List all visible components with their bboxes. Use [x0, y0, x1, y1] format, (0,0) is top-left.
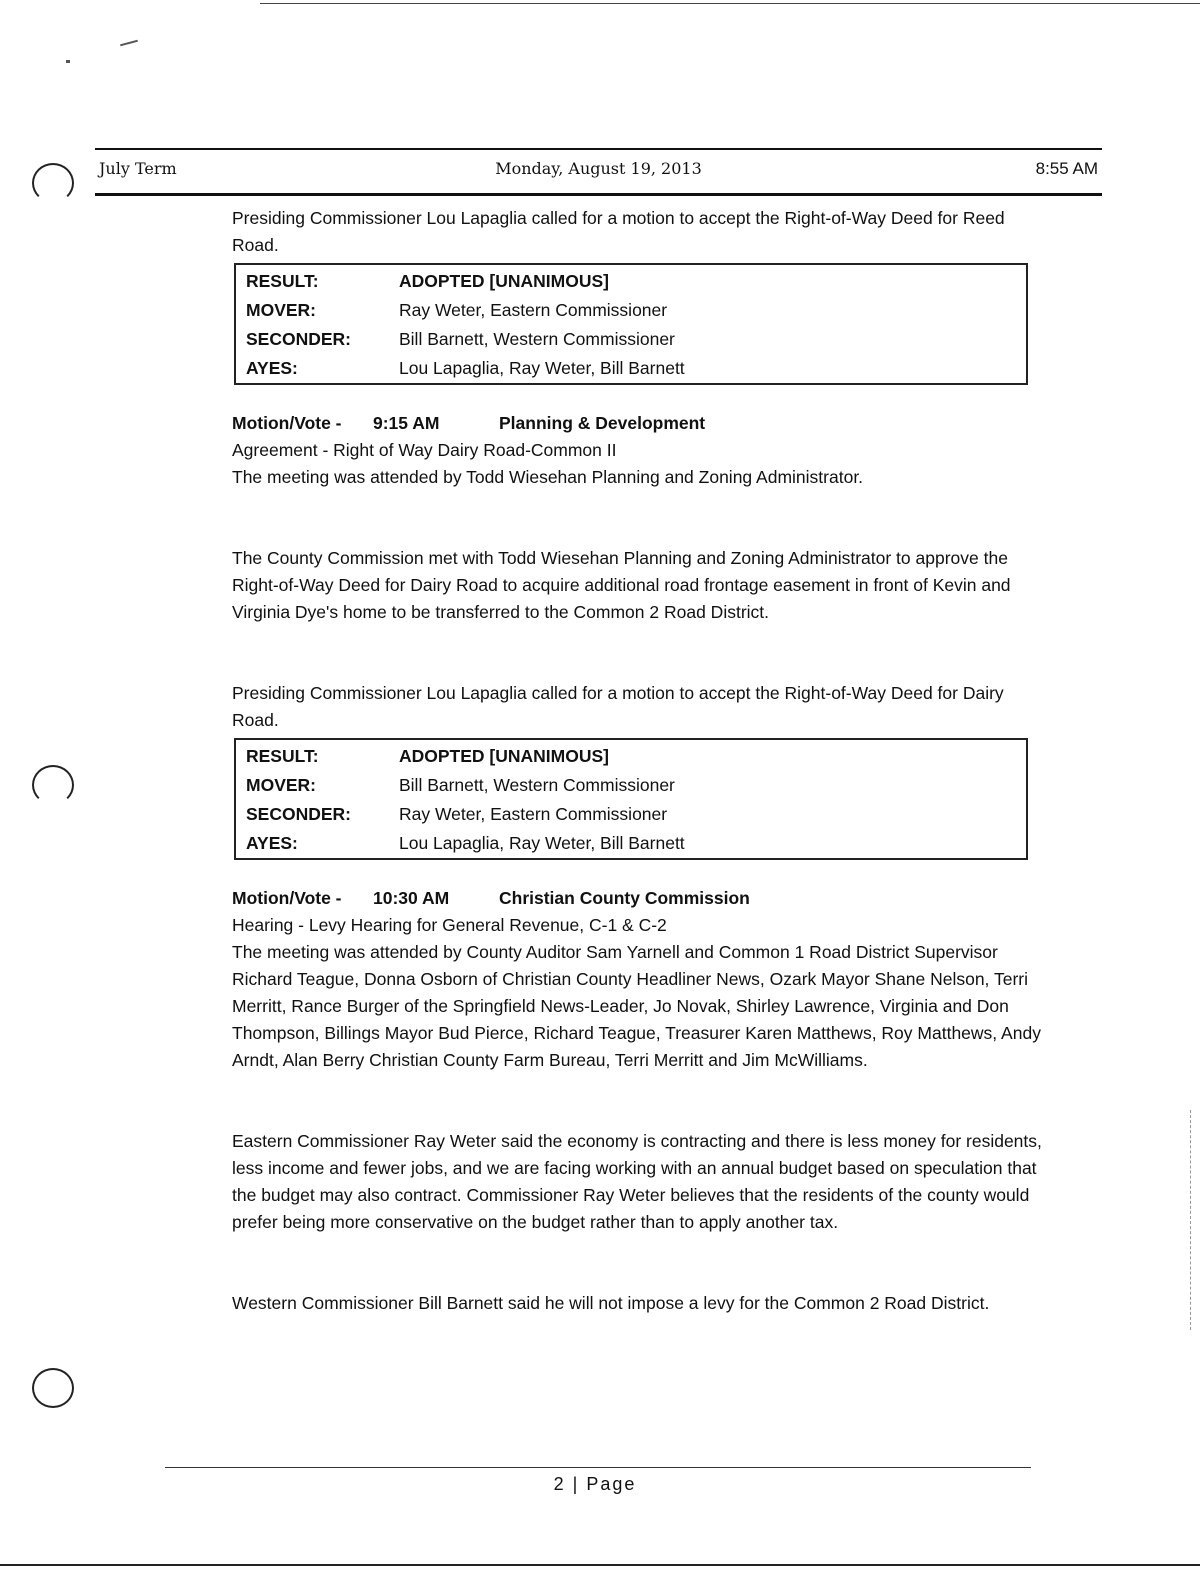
vote-table-dairy-road — [234, 738, 1028, 860]
vote-label: MOVER: — [246, 775, 316, 795]
vote-ayes: Lou Lapaglia, Ray Weter, Bill Barnett — [399, 358, 685, 378]
vote-label: RESULT: — [246, 271, 319, 291]
scan-bottom-edge — [0, 1564, 1200, 1566]
vote-row-result — [246, 267, 1026, 296]
scan-speck — [66, 60, 70, 63]
vote-row-ayes — [246, 829, 1026, 858]
motion-heading-planning — [232, 410, 1052, 437]
vote-label: AYES: — [246, 833, 298, 853]
motion-time: 9:15 AM — [373, 413, 440, 433]
motion-prefix: Motion/Vote - — [232, 888, 342, 908]
vote-label: SECONDER: — [246, 329, 352, 349]
footer-rule — [165, 1467, 1031, 1468]
motion-department: Planning & Development — [499, 413, 706, 433]
motion-heading-commission — [232, 885, 1052, 912]
vote-label: MOVER: — [246, 300, 316, 320]
motion-subject: Agreement - Right of Way Dairy Road-Common II — [232, 440, 617, 460]
term-label: July Term — [99, 159, 177, 178]
binder-hole — [32, 1368, 74, 1408]
motion-time: 10:30 AM — [373, 888, 450, 908]
minutes-body — [232, 205, 1052, 1317]
barnett-statement: Western Commissioner Bill Barnett said he will not impose a levy for the Common 2 Road District. — [232, 1293, 990, 1313]
scan-top-edge — [260, 3, 1200, 4]
attendance-text: The meeting was attended by County Auditor Sam Yarnell and Common 1 Road District Supervisor Richard Teague, Donna Osborn of Christian County Headliner News, Ozark Mayor Shane Nelson, Terri Merritt, Rance Burger of the Springfield News-Leader, Jo Novak, Shirley Lawrence, Virginia and Don Thompson, Billings Mayor Bud Pierce, Richard Teague, Treasurer Karen Matthews, Roy Matthews, Andy Arndt, Alan Berry Christian County Farm Bureau, Terri Merritt and Jim McWilliams. — [232, 942, 1041, 1070]
motion-prefix: Motion/Vote - — [232, 413, 342, 433]
motion-call-dairy-road: Presiding Commissioner Lou Lapaglia called for a motion to accept the Right-of-Way Deed for Dairy Road. — [232, 683, 1004, 730]
vote-seconder: Ray Weter, Eastern Commissioner — [399, 804, 668, 824]
binder-hole — [32, 765, 74, 805]
motion-department: Christian County Commission — [499, 888, 750, 908]
scan-speck — [120, 40, 138, 47]
page-number: 2 | Page — [553, 1474, 637, 1494]
vote-ayes: Lou Lapaglia, Ray Weter, Bill Barnett — [399, 833, 685, 853]
vote-table-reed-road — [234, 263, 1028, 385]
meeting-date: Monday, August 19, 2013 — [495, 159, 702, 178]
vote-row-mover — [246, 296, 1026, 325]
weter-statement: Eastern Commissioner Ray Weter said the economy is contracting and there is less money for residents, less income and fewer jobs, and we are facing working with an annual budget based on speculation that the budget may also contract. Commissioner Ray Weter believes that the residents of the county would prefer being more conservative on the budget rather than to apply another tax. — [232, 1131, 1042, 1232]
scan-right-edge — [1190, 1110, 1191, 1330]
vote-mover: Ray Weter, Eastern Commissioner — [399, 300, 668, 320]
vote-row-mover — [246, 771, 1026, 800]
motion-subject: Hearing - Levy Hearing for General Revenue, C-1 & C-2 — [232, 915, 667, 935]
attendance-text: The meeting was attended by Todd Wiesehan Planning and Zoning Administrator. — [232, 467, 864, 487]
vote-seconder: Bill Barnett, Western Commissioner — [399, 329, 675, 349]
meeting-time: 8:55 AM — [1035, 159, 1098, 178]
vote-row-ayes — [246, 354, 1026, 383]
vote-label: RESULT: — [246, 746, 319, 766]
discussion-text: The County Commission met with Todd Wiesehan Planning and Zoning Administrator to approve the Right-of-Way Deed for Dairy Road to acquire additional road frontage easement in front of Kevin and Virginia Dye's home to be transferred to the Common 2 Road District. — [232, 548, 1011, 622]
vote-row-seconder — [246, 800, 1026, 829]
vote-row-seconder — [246, 325, 1026, 354]
page-header — [95, 148, 1102, 196]
motion-call-reed-road: Presiding Commissioner Lou Lapaglia called for a motion to accept the Right-of-Way Deed for Reed Road. — [232, 208, 1005, 255]
vote-label: SECONDER: — [246, 804, 352, 824]
vote-result: ADOPTED [UNANIMOUS] — [399, 271, 609, 291]
vote-row-result — [246, 742, 1026, 771]
binder-hole — [32, 163, 74, 203]
vote-label: AYES: — [246, 358, 298, 378]
vote-result: ADOPTED [UNANIMOUS] — [399, 746, 609, 766]
vote-mover: Bill Barnett, Western Commissioner — [399, 775, 675, 795]
